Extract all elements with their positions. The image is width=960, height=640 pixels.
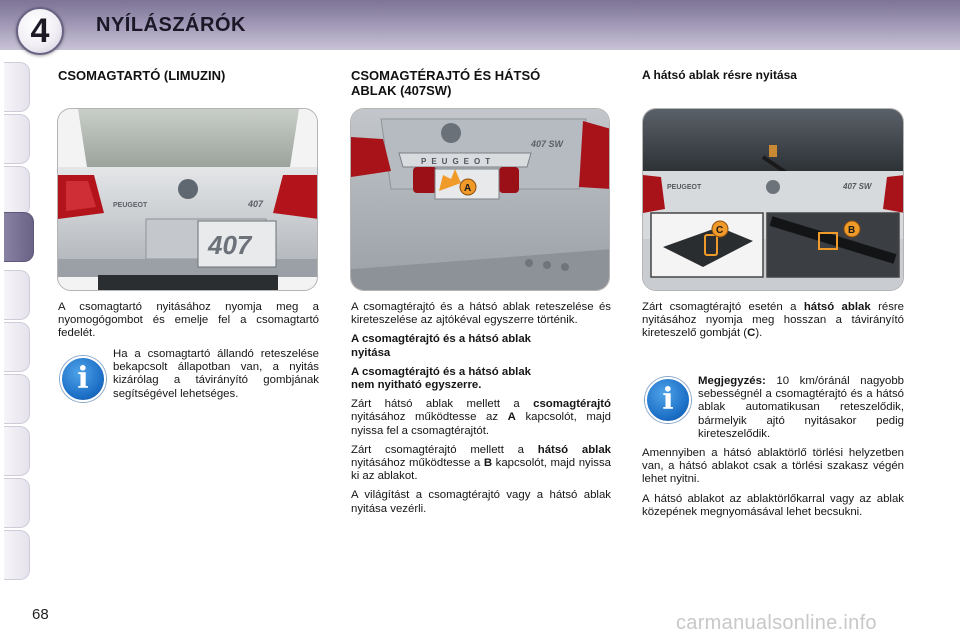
callout-a-label: A bbox=[464, 183, 472, 194]
sw-subhead-not-simultaneous bbox=[351, 366, 611, 392]
window-ajar-paragraph bbox=[642, 301, 904, 347]
sw-subhead-opening-line2: nyitása bbox=[351, 346, 391, 359]
chapter-side-tabs bbox=[0, 62, 36, 582]
side-tab-10[interactable] bbox=[4, 530, 30, 580]
section-title-sw-line1: CSOMAGTÉRAJTÓ ÉS HÁTSÓ bbox=[351, 68, 541, 83]
side-tab-7[interactable] bbox=[4, 374, 30, 424]
sw-subhead-not-simultaneous-line1: A csomagtérajtó és a hátsó ablak bbox=[351, 365, 531, 378]
window-p1-pre: Zárt csomagtérajtó esetén a bbox=[642, 301, 797, 313]
photo-window-and-key bbox=[642, 108, 904, 291]
window-closing-paragraph: A hátsó ablakot az ablaktörlőkarral vagy az ablak közepének megnyomásával lehet becsukni. bbox=[642, 492, 904, 518]
sw-paragraph-window bbox=[351, 444, 611, 484]
svg-text:407: 407 bbox=[248, 199, 264, 209]
info-icon: i bbox=[645, 377, 691, 423]
plate-strip-text: PEUGEOT bbox=[421, 157, 496, 166]
window-p1-key: C bbox=[747, 327, 756, 340]
sw-p1-post: kapcsolót, majd nyissa fel a csomagtérajtót. bbox=[351, 411, 612, 437]
callout-b-label: B bbox=[848, 225, 856, 236]
sw-subhead-opening-line1: A csomagtérajtó és a hátsó ablak bbox=[351, 333, 531, 346]
window-p1-post: résre nyitásához nyomja meg hosszan a távirányító kireteszelő gombját ( bbox=[642, 301, 905, 340]
note-label: Megjegyzés: bbox=[698, 375, 766, 387]
photo-limuzin-trunk bbox=[57, 108, 318, 291]
sw-subhead-not-simultaneous-line2: nem nyitható egyszerre. bbox=[351, 379, 482, 392]
window-p1-end: ). bbox=[755, 327, 763, 340]
limuzin-instructions: A csomagtartó nyitásához nyomja meg a nyomogógombot és emelje fel a csomagtartó fedelét. bbox=[58, 301, 319, 340]
section-title-window-ajar: A hátsó ablak résre nyitása bbox=[642, 68, 797, 82]
sw-text-column bbox=[351, 301, 611, 522]
sw-paragraph-lighting: A világítást a csomagtérajtó vagy a hátsó ablak nyitása vezérli. bbox=[351, 489, 611, 515]
side-tab-8[interactable] bbox=[4, 426, 30, 476]
side-tab-1[interactable] bbox=[4, 62, 30, 112]
window-ajar-text bbox=[642, 301, 904, 341]
sw-paragraph-tailgate bbox=[351, 398, 611, 438]
sw-p2-bold: hátsó ablak bbox=[537, 443, 612, 456]
window-badge-text: PEUGEOT bbox=[667, 184, 702, 191]
info-icon: i bbox=[60, 356, 106, 402]
photo-sw-tailgate bbox=[350, 108, 610, 291]
window-model-badge: 407 SW bbox=[843, 182, 872, 191]
sw-model-badge: 407 SW bbox=[531, 139, 564, 149]
sw-p2-post: kapcsolót, majd nyissa ki az ablakot. bbox=[351, 457, 611, 483]
car-badge-text: PEUGEOT bbox=[113, 202, 148, 209]
sw-p2-key: B bbox=[483, 457, 493, 470]
sw-p1-mid: nyitásához működtesse az bbox=[351, 411, 499, 424]
callout-c-label: C bbox=[716, 225, 724, 236]
limuzin-info-note bbox=[113, 348, 319, 407]
sw-p2-mid: nyitásához működtesse a bbox=[351, 457, 481, 470]
sw-p2-pre: Zárt csomagtérajtó mellett a bbox=[351, 443, 524, 456]
chapter-header bbox=[0, 0, 960, 50]
window-note-block bbox=[642, 375, 904, 525]
note-text: 10 km/óránál nagyobb sebességnél a csomagtérajtó és a hátsó ablak automatikusan reteszelődik, bármelyik ajtó nyitásakor pedig kireteszelődik. bbox=[698, 375, 904, 440]
limuzin-info-text: Ha a csomagtartó állandó reteszelése bekapcsolt állapotban van, a nyitás kizárólag a távirányító gombjának segítségével lehetséges. bbox=[113, 348, 319, 400]
sw-subhead-opening bbox=[351, 333, 611, 359]
sw-p1-key: A bbox=[507, 411, 516, 424]
section-title-limuzin: CSOMAGTARTÓ (LIMUZIN) bbox=[58, 68, 226, 83]
side-tab-2[interactable] bbox=[4, 114, 30, 164]
model-badge-zoom: 407 bbox=[208, 230, 252, 260]
watermark: carmanualsonline.info bbox=[676, 612, 877, 634]
sw-p1-bold: csomagtérajtó bbox=[533, 398, 612, 411]
window-wiper-paragraph: Amennyiben a hátsó ablaktörlő törlési helyzetben van, a hátsó ablakot csak a törlési szakasz végén lehet nyitni. bbox=[642, 447, 904, 486]
side-tab-3[interactable] bbox=[4, 166, 30, 216]
section-title-sw bbox=[351, 68, 540, 98]
sw-intro: A csomagtérajtó és a hátsó ablak reteszelése és kireteszelése az ajtókéval egyszerre történik. bbox=[351, 301, 611, 327]
chapter-number-badge: 4 bbox=[16, 7, 64, 55]
window-p1-bold: hátsó ablak bbox=[803, 301, 871, 313]
side-tab-6[interactable] bbox=[4, 322, 30, 372]
chapter-title: NYÍLÁSZÁRÓK bbox=[96, 14, 246, 36]
window-note-paragraph bbox=[642, 375, 904, 441]
side-tab-5[interactable] bbox=[4, 270, 30, 320]
limuzin-paragraph bbox=[58, 301, 319, 347]
side-tab-9[interactable] bbox=[4, 478, 30, 528]
page-number: 68 bbox=[32, 606, 49, 623]
side-tab-4-active[interactable] bbox=[4, 212, 34, 262]
sw-p1-pre: Zárt hátsó ablak mellett a bbox=[351, 398, 520, 411]
section-title-sw-line2: ABLAK (407SW) bbox=[351, 83, 452, 98]
